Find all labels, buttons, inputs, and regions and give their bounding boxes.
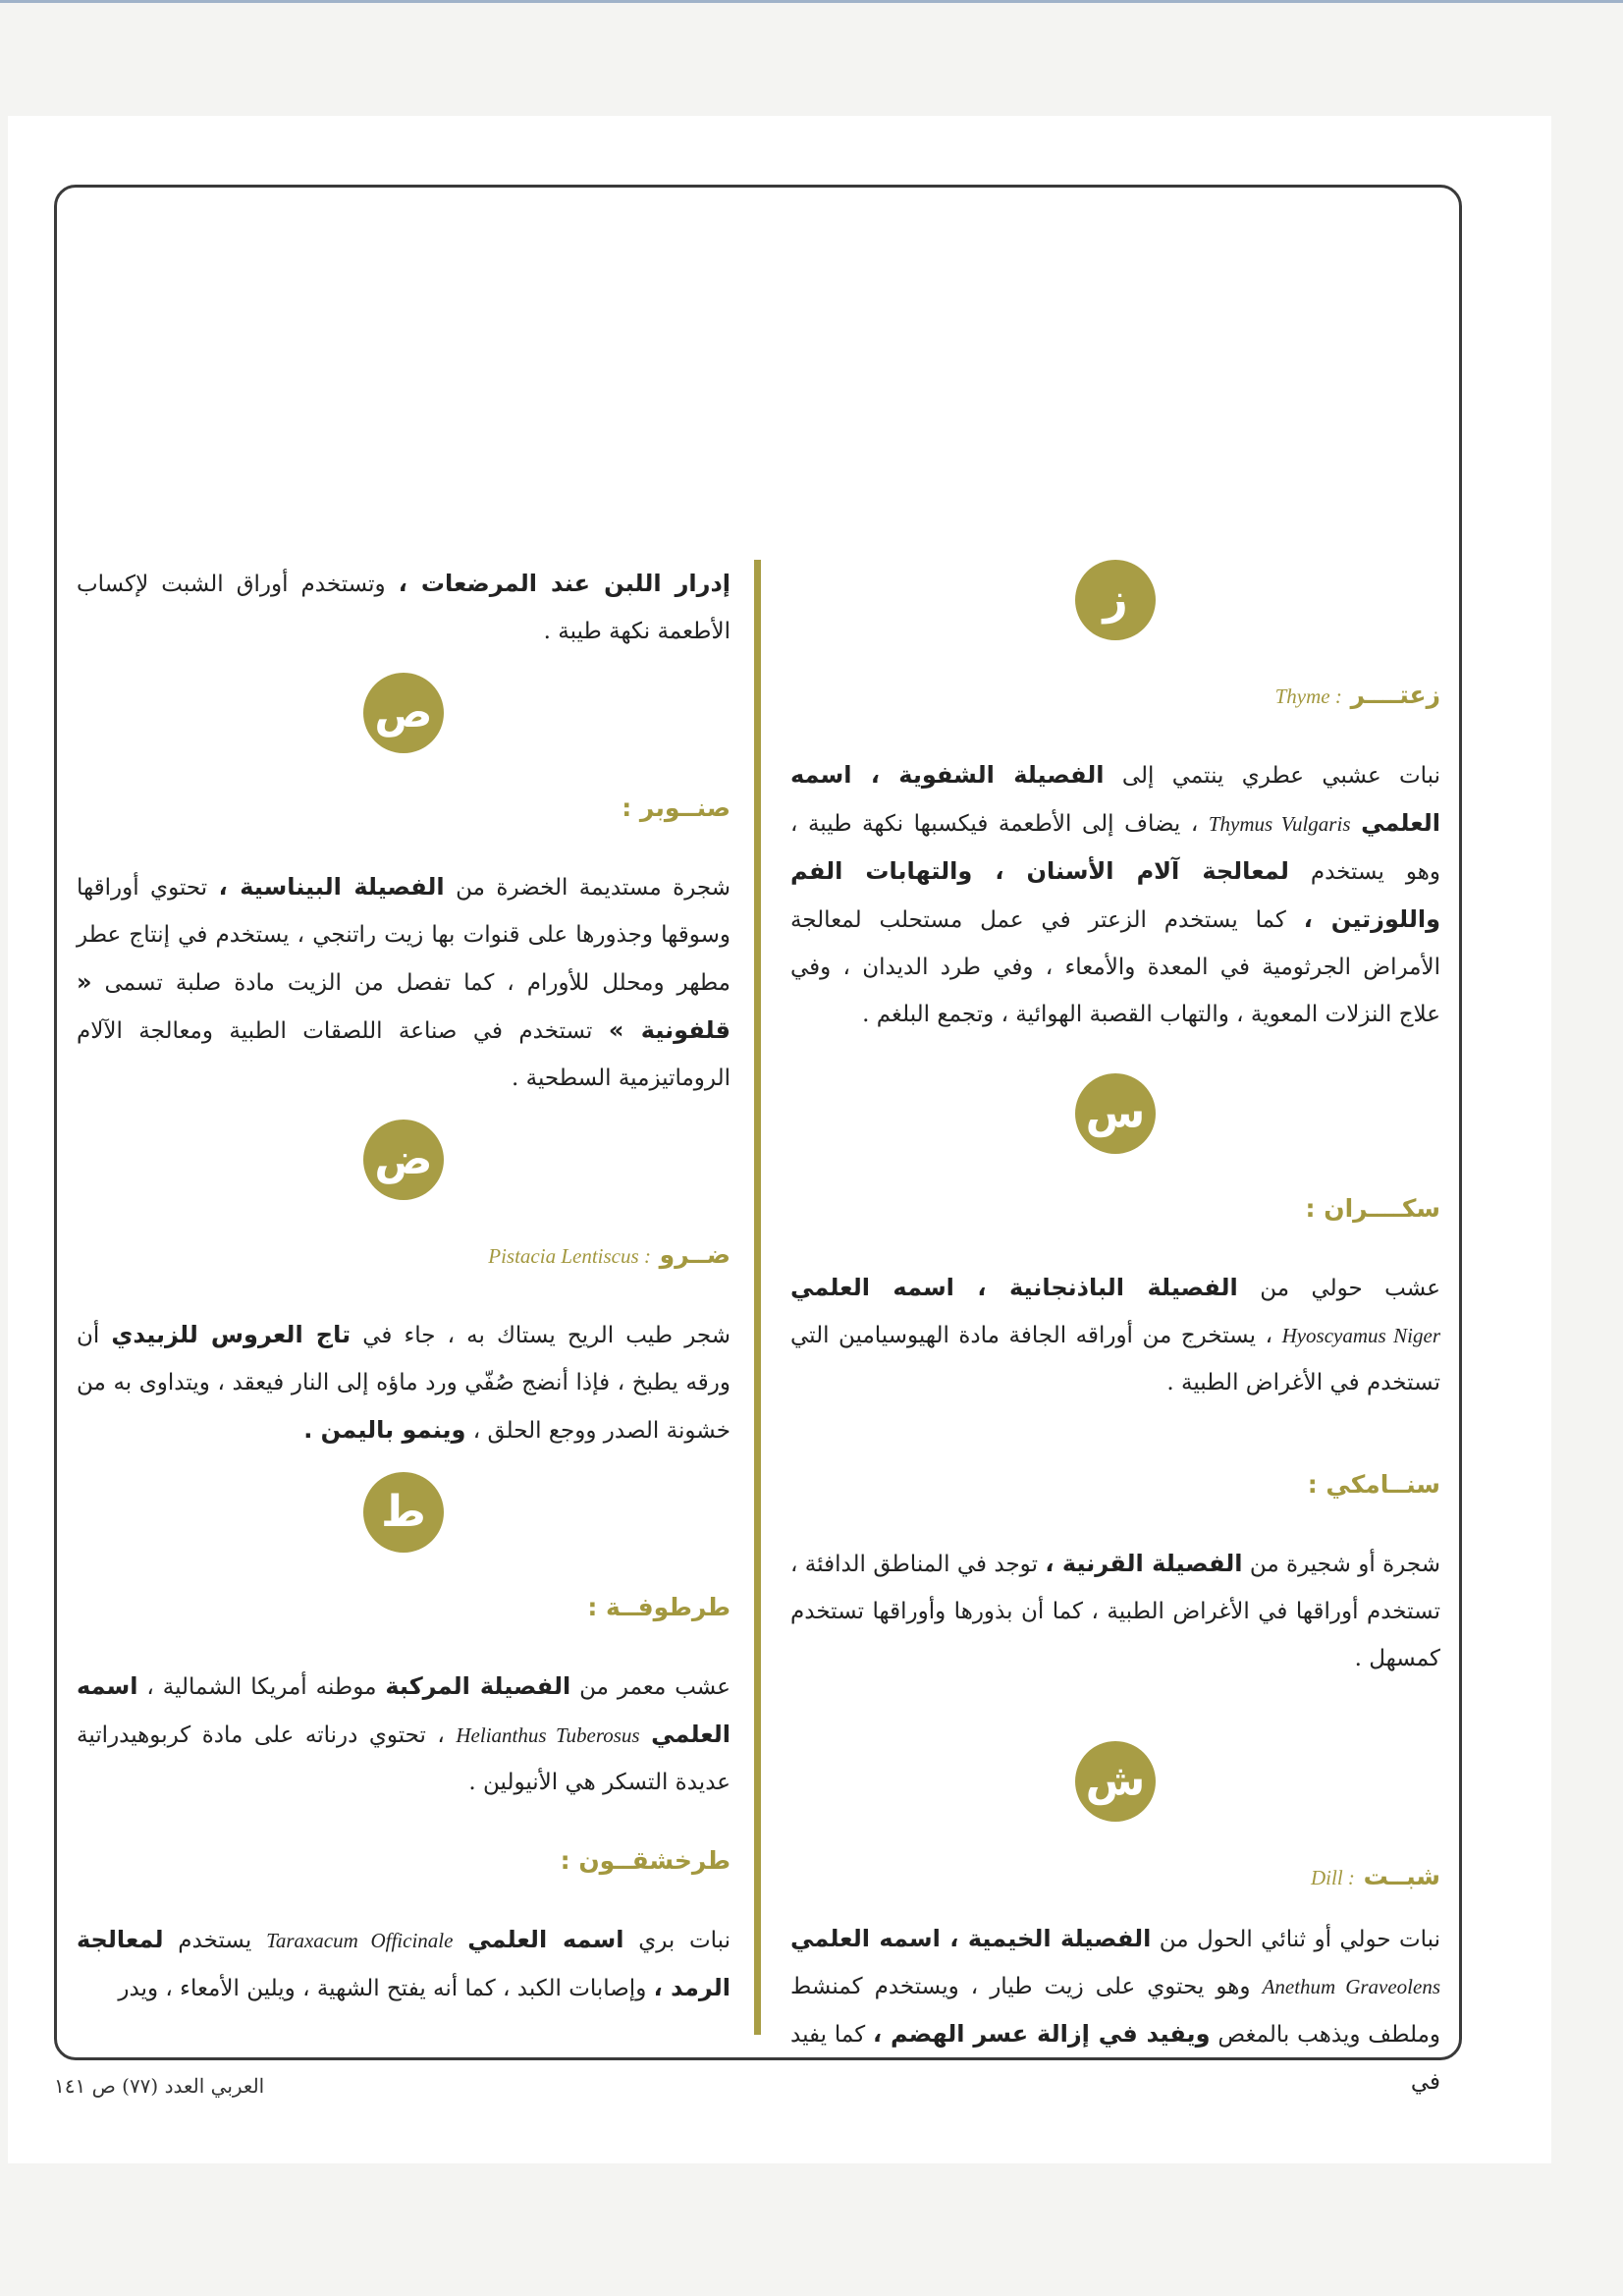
body-text: ، تحتوي درناته على مادة كربوهيدراتية عديدة التسكر هي الأنيولين . — [77, 1722, 730, 1795]
right-column — [790, 560, 1440, 2105]
entry-body-shabat-continued — [77, 560, 730, 655]
body-text: نبات عشبي عطري ينتمي إلى — [1121, 763, 1440, 789]
body-text: تستخدم في صناعة اللصقات الطبية ومعالجة الآلام الروماتيزمية السطحية . — [77, 1018, 730, 1091]
entry-title-daru — [77, 1235, 730, 1276]
body-text: ، يضاف إلى الأطعمة فيكسبها نكهة طيبة ، وهو يستخدم — [790, 811, 1440, 885]
body-bold: « قلفونية » — [77, 968, 730, 1044]
body-text: وهو يحتوي على زيت طيار ، ويستخدم كمنشط وملطف ويذهب بالمغص — [790, 1974, 1441, 2048]
scientific-name: Hyoscyamus Niger — [1281, 1324, 1441, 1347]
body-text: توجد في المناطق الدافئة ، تستخدم أوراقها في الأغراض الطبية ، كما أن بذورها وأوراقها تستخدم كمسهل . — [790, 1552, 1440, 1671]
body-bold: اسمه العلمي — [467, 1926, 624, 1953]
body-text: عشب حولي من — [1260, 1276, 1441, 1301]
scientific-name: Helianthus Tuberosus — [456, 1723, 640, 1747]
entry-title-tartufa: طرطوفــة : — [587, 1593, 730, 1621]
body-text: شجرة أو شجيرة من — [1249, 1552, 1440, 1577]
left-column — [77, 560, 730, 2012]
entry-body-sakran — [790, 1264, 1440, 1406]
letter-badge-dad: ض — [363, 1120, 444, 1200]
body-text: كما يستخدم الزعتر في عمل مستحلب لمعالجة الأمراض الجرثومية في المعدة والأمعاء ، وفي طرد الديدان ، وفي علاج النزلات المعوية ، والتهاب القصبة الهوائية ، وتجمع البلغم . — [790, 907, 1440, 1027]
body-bold: لمعالجة الرمد ، — [77, 1926, 730, 2001]
body-bold: الفصيلة البيناسية ، — [218, 873, 445, 901]
body-text: موطنه أمريكا الشمالية ، — [146, 1674, 377, 1700]
body-bold: وينمو باليمن . — [303, 1416, 466, 1444]
body-text: نبات حولي أو ثنائي الحول من — [1159, 1927, 1441, 1952]
entry-title-tarkhashqun: طرخشقــون : — [560, 1846, 730, 1875]
entry-title-latin: : Pistacia Lentiscus — [488, 1244, 651, 1268]
body-bold: الفصيلة الشفوية ، اسمه العلمي — [790, 761, 1441, 837]
body-text: ، يستخرج من أوراقه الجافة مادة الهيوسيامين التي تستخدم في الأغراض الطبية . — [790, 1323, 1440, 1395]
scientific-name: Taraxacum Officinale — [266, 1929, 454, 1952]
entry-title-latin: : Thyme — [1274, 684, 1342, 708]
entry-title-zatar — [790, 676, 1440, 716]
top-rule — [0, 0, 1623, 3]
body-bold: لمعالجة آلام الأسنان ، والتهابات الفم واللوزتين ، — [790, 857, 1440, 933]
body-bold: تاج العروس للزبيدي — [111, 1321, 352, 1348]
entry-body-tarkhashqun — [77, 1916, 730, 2012]
body-text: يستخدم — [178, 1928, 252, 1953]
entry-title-text: ضــرو — [659, 1240, 730, 1269]
body-text: تحتوي أوراقها وسوقها وجذورها على قنوات بها زيت راتنجي ، يستخدم في إنتاج عطر مطهر ومحلل للأورام ، كما تفصل من الزيت مادة صلبة تسمى — [77, 875, 731, 996]
body-bold: اسمه العلمي — [77, 1672, 731, 1748]
body-text: وتستخدم أوراق الشبت لإكساب الأطعمة نكهة طيبة . — [77, 572, 730, 644]
column-divider — [754, 560, 761, 2035]
entry-title-text: شبــت — [1363, 1862, 1440, 1890]
entry-body-daru — [77, 1311, 730, 1454]
entry-title-text: زعتــــر — [1350, 681, 1440, 709]
entry-title-sanawbar: صنــوبر : — [622, 793, 730, 822]
body-bold: الفصيلة الباذنجانية ، اسمه العلمي — [790, 1274, 1238, 1301]
body-bold: الفصيلة المركبة — [385, 1672, 571, 1700]
body-text: عشب معمر من — [579, 1674, 731, 1700]
body-bold: ويفيد في إزالة عسر الهضم ، — [872, 2020, 1211, 2048]
scientific-name: Thymus Vulgaris — [1208, 812, 1351, 836]
letter-badge-zay: ز — [1075, 560, 1156, 640]
body-bold: الفصيلة الخيمية ، اسمه العلمي — [790, 1925, 1152, 1952]
body-bold: إدرار اللبن عند المرضعات ، — [398, 570, 731, 597]
page-footer: العربي العدد (٧٧) ص ١٤١ — [54, 2074, 265, 2098]
entry-title-shabat — [790, 1857, 1440, 1897]
body-text: وإصابات الكبد ، كما أنه يفتح الشهية ، ويلين الأمعاء ، ويدر — [118, 1976, 647, 2001]
body-text: نبات بري — [638, 1928, 731, 1953]
entry-body-sanamaki — [790, 1540, 1440, 1682]
body-text: أن ورقه يطبخ ، فإذا أنضج صُفّي ورد ماؤه إلى النار فيعقد ، ويتداوى به من خشونة الصدر ووجع الحلق ، — [77, 1323, 730, 1444]
entry-title-latin: : Dill — [1311, 1866, 1355, 1889]
entry-title-sakran: سكــــران : — [1305, 1194, 1440, 1223]
entry-body-sanawbar — [77, 863, 730, 1102]
letter-badge-ta: ط — [363, 1472, 444, 1553]
entry-body-tartufa — [77, 1663, 730, 1806]
body-bold: الفصيلة القرنية ، — [1045, 1550, 1243, 1577]
entry-body-shabat — [790, 1915, 1440, 2105]
scientific-name: Anethum Graveolens — [1262, 1975, 1440, 1998]
entry-body-zatar — [790, 751, 1440, 1038]
letter-badge-seen: س — [1075, 1073, 1156, 1154]
letter-badge-sad: ص — [363, 673, 444, 753]
body-text: شجر طيب الريح يستاك به ، جاء في — [362, 1323, 731, 1348]
body-text: كما يفيد في — [790, 2022, 1440, 2095]
letter-badge-sheen: ش — [1075, 1741, 1156, 1822]
body-text: شجرة مستديمة الخضرة من — [456, 875, 731, 901]
entry-title-sanamaki: سنــامكي : — [1307, 1470, 1440, 1499]
